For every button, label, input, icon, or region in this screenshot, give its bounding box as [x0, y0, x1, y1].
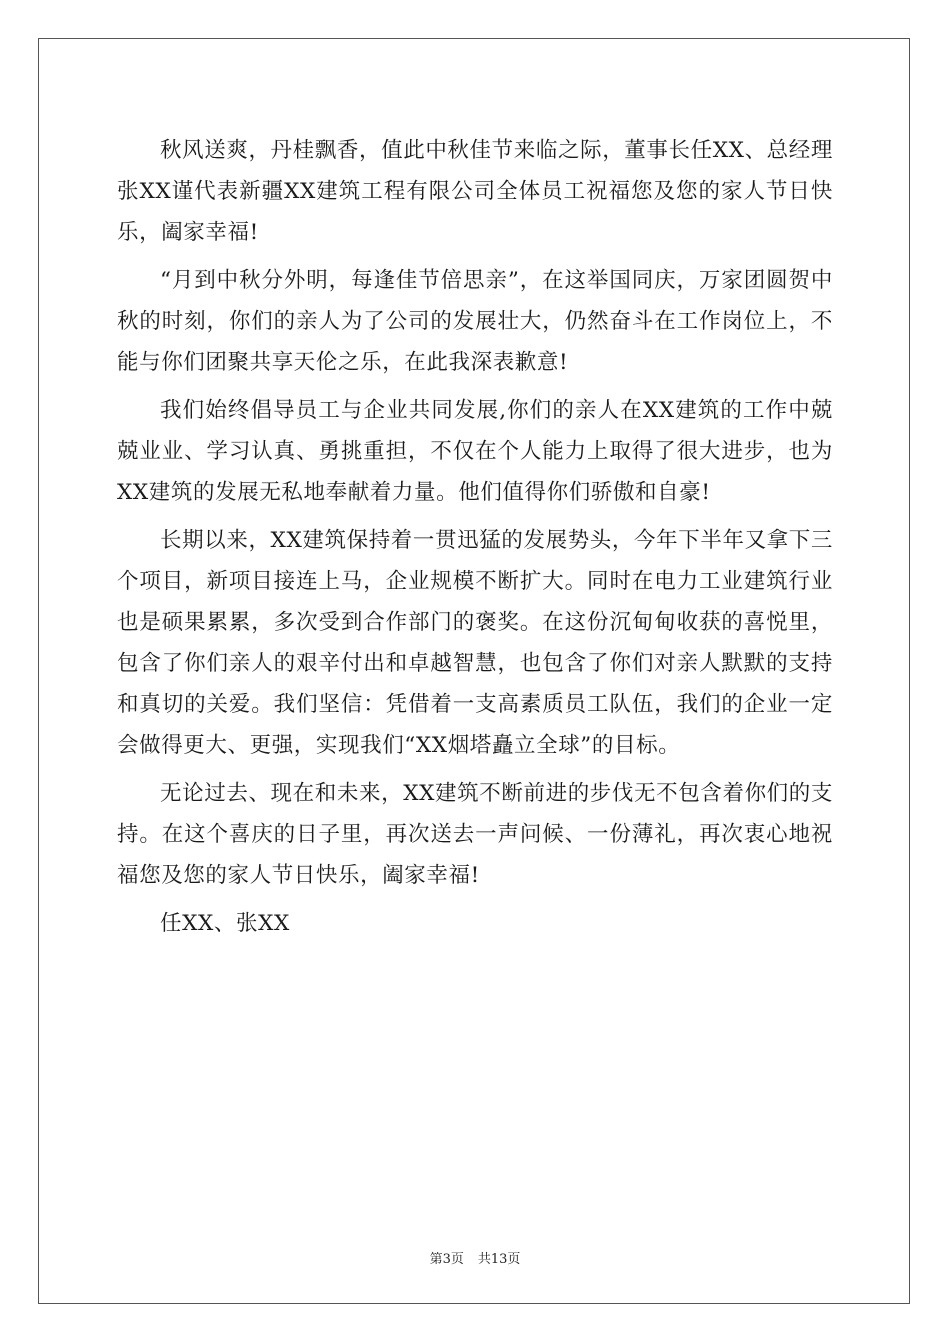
paragraph-greeting: 秋风送爽，丹桂飘香，值此中秋佳节来临之际，董事长任XX、总经理张XX谨代表新疆XX建筑工程有限公司全体员工祝福您及您的家人节日快乐，阖家幸福! — [117, 138, 833, 245]
paragraph-achievements: 长期以来，XX建筑保持着一贯迅猛的发展势头，今年下半年又拿下三个项目，新项目接连上马，企业规模不断扩大。同时在电力工业建筑行业也是硕果累累，多次受到合作部门的褒奖。在这份沉甸甸收获的喜悦里，包含了你们亲人的艰辛付出和卓越智慧，也包含了你们对亲人默默的支持和真切的关爱。我们坚信：凭借着一支高素质员工队伍，我们的企业一定会做得更大、更强，实现我们“XX烟塔矗立全球”的目标。 — [117, 528, 833, 758]
page-total: 共13页 — [477, 1252, 521, 1267]
paragraph-appreciation: 我们始终倡导员工与企业共同发展,你们的亲人在XX建筑的工作中兢兢业业、学习认真、勇挑重担，不仅在个人能力上取得了很大进步，也为XX建筑的发展无私地奉献着力量。他们值得你们骄傲和自豪! — [117, 398, 833, 505]
signature: 任XX、张XX — [160, 911, 290, 936]
paragraph-closing: 无论过去、现在和未来，XX建筑不断前进的步伐无不包含着你们的支持。在这个喜庆的日子里，再次送去一声问候、一份薄礼，再次衷心地祝福您及您的家人节日快乐，阖家幸福! — [117, 781, 833, 888]
letter-body — [117, 130, 833, 944]
page-footer — [0, 1248, 950, 1267]
page-number: 第3页 — [429, 1252, 464, 1267]
paragraph-apology: “月到中秋分外明，每逢佳节倍思亲”，在这举国同庆，万家团圆贺中秋的时刻，你们的亲人为了公司的发展壮大，仍然奋斗在工作岗位上，不能与你们团聚共享天伦之乐，在此我深表歉意! — [117, 268, 833, 375]
